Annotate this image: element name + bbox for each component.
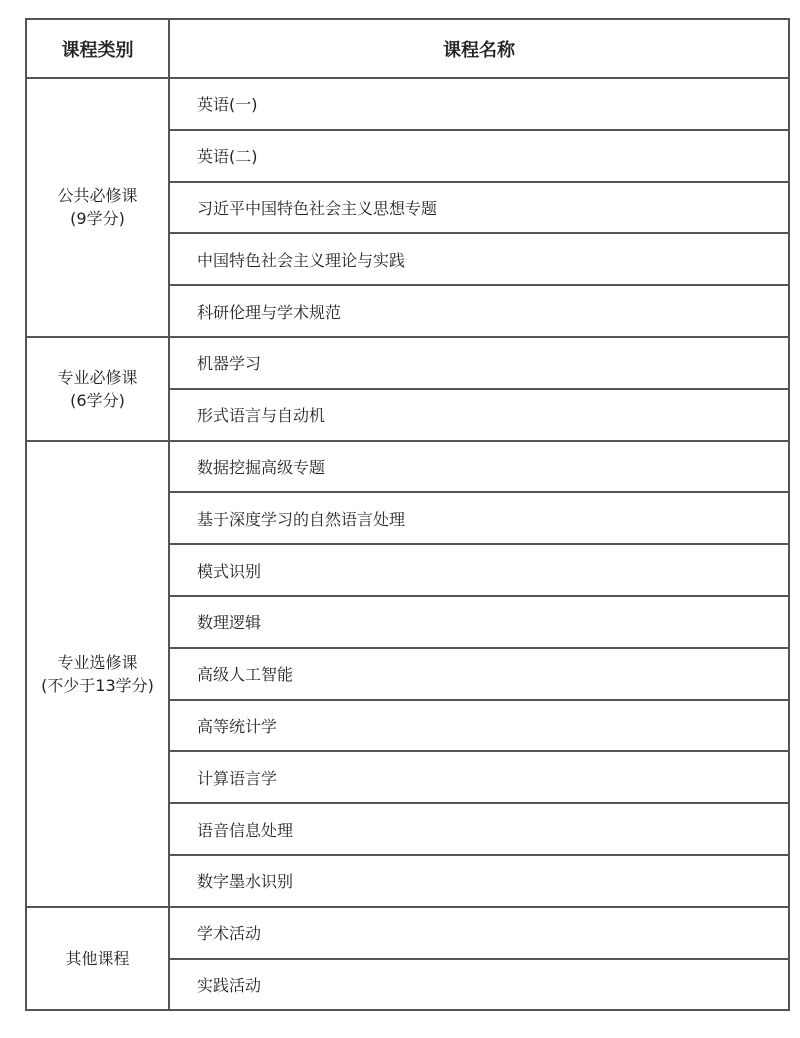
course-name-cell: 习近平中国特色社会主义思想专题 [169,182,789,234]
category-name: 公共必修课 [57,186,138,206]
category-name: 专业必修课 [57,367,138,387]
category-cell-public-required [26,78,169,337]
header-row [26,19,789,78]
curriculum-table [25,18,790,1011]
header-category: 课程类别 [26,19,169,78]
course-name-cell: 学术活动 [169,907,789,959]
course-name-cell: 数据挖掘高级专题 [169,441,789,493]
course-name-cell: 高级人工智能 [169,648,789,700]
category-cell-major-required [26,337,169,441]
category-credits: (9学分) [70,209,125,229]
course-name-cell: 模式识别 [169,544,789,596]
course-name-cell: 实践活动 [169,959,789,1011]
course-name-cell: 计算语言学 [169,751,789,803]
category-cell-major-elective [26,441,169,907]
table-row [26,441,789,493]
course-name-cell: 数理逻辑 [169,596,789,648]
table-row [26,78,789,130]
category-credits: (6学分) [70,390,125,410]
course-name-cell: 机器学习 [169,337,789,389]
course-name-cell: 基于深度学习的自然语言处理 [169,492,789,544]
course-name-cell: 英语(二) [169,130,789,182]
course-name-cell: 英语(一) [169,78,789,130]
course-name-cell: 语音信息处理 [169,803,789,855]
course-name-cell: 形式语言与自动机 [169,389,789,441]
category-cell-other [26,907,169,1011]
header-course-name: 课程名称 [169,19,789,78]
course-name-cell: 高等统计学 [169,700,789,752]
course-name-cell: 中国特色社会主义理论与实践 [169,233,789,285]
course-name-cell: 数字墨水识别 [169,855,789,907]
curriculum-table-container [25,18,790,1011]
category-name: 其他课程 [65,949,130,969]
table-row [26,337,789,389]
course-name-cell: 科研伦理与学术规范 [169,285,789,337]
category-name: 专业选修课 [57,652,138,672]
table-row [26,907,789,959]
category-credits: (不少于13学分) [41,675,154,695]
